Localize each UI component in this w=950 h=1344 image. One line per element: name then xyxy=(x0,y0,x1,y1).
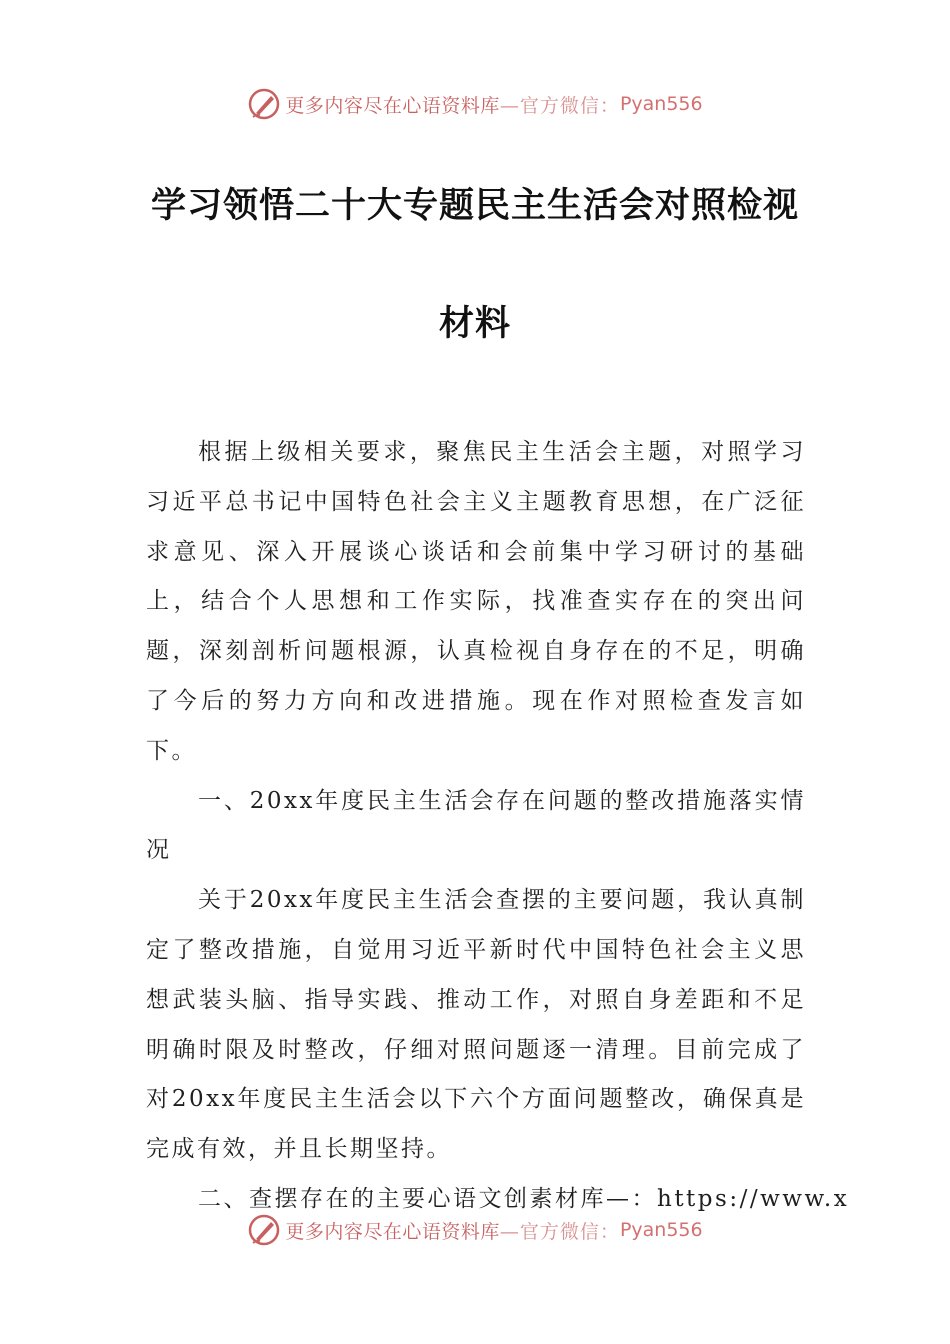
section-heading-1: 一、20xx年度民主生活会存在问题的整改措施落实情况 xyxy=(146,787,806,864)
document-title-line-2: 材料 xyxy=(438,304,511,344)
document-body xyxy=(146,428,850,1225)
pen-logo-icon xyxy=(247,1213,281,1247)
document-title-line-1: 学习领悟二十大专题民主生活会对照检视 xyxy=(150,186,799,226)
watermark-text: 更多内容尽在心语资料库 xyxy=(285,1220,500,1243)
pen-logo-icon xyxy=(247,87,281,121)
watermark-text: 更多内容尽在心语资料库 xyxy=(285,94,500,117)
paragraph-rectification: 关于20xx年度民主生活会查摆的主要问题，我认真制定了整改措施，自觉用习近平新时代中国特色社会主义思想武装头脑、指导实践、推动工作，对照自身差距和不足明确时限及时整改，仔细对照问题逐一清理。目前完成了对20xx年度民主生活会以下六个方面问题整改，确保真是完成有效，并且长期坚持。 xyxy=(146,887,806,1163)
watermark-separator: —官方微信： xyxy=(499,94,620,117)
watermark-wechat-id: Pyan556 xyxy=(619,1219,703,1241)
watermark-separator: —官方微信： xyxy=(499,1220,620,1243)
watermark-wechat-id: Pyan556 xyxy=(619,93,703,115)
footer-watermark xyxy=(0,1210,950,1250)
header-watermark xyxy=(0,84,950,124)
paragraph-intro: 根据上级相关要求，聚焦民主生活会主题，对照学习习近平总书记中国特色社会主义主题教育思想，在广泛征求意见、深入开展谈心谈话和会前集中学习研讨的基础上，结合个人思想和工作实际，找准查实存在的突出问题，深刻剖析问题根源，认真检视自身存在的不足，明确了今后的努力方向和改进措施。现在作对照检查发言如下。 xyxy=(146,439,806,764)
section-heading-2-text: 二、查摆存在的主要心语文创素材库—：https://www.x xyxy=(198,1185,850,1212)
